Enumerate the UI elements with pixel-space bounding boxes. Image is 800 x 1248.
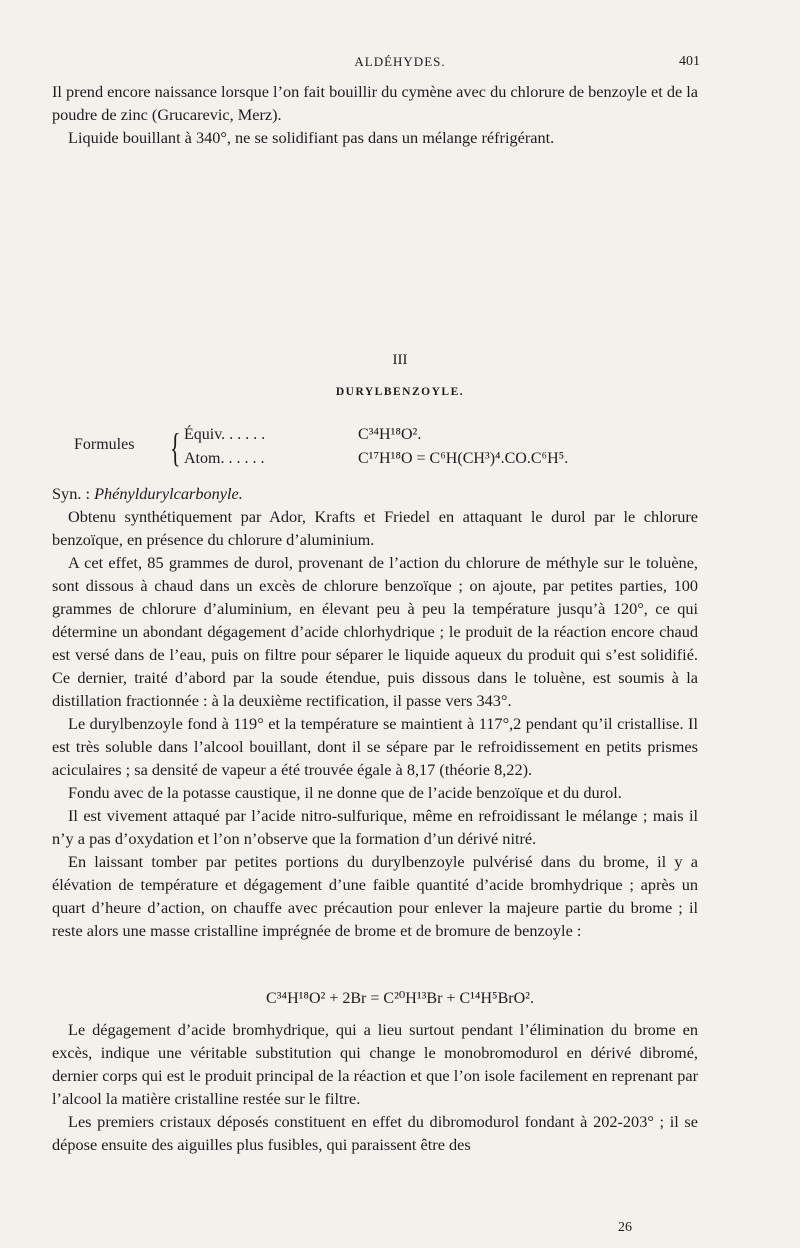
main-text [52,482,698,942]
intro-text [52,80,698,149]
page-number: 401 [679,54,700,69]
formula-value: C³⁴H¹⁸O². [358,426,422,443]
formula-row [184,426,421,444]
formula-block [52,420,732,480]
paragraph: Fondu avec de la potasse caustique, il ne donne que de l’acide benzoïque et du durol. [68,783,622,802]
formula-label: Formules [74,436,135,453]
paragraph: Le durylbenzoyle fond à 119° et la température se maintient à 117°,2 pendant qu’il cristallise. Il est très soluble dans l’alcool bouillant, dont il se sépare par le refroidissement en petits prismes aciculaires ; sa densité de vapeur a été trouvée égale à 8,17 (théorie 8,22). [52,714,698,779]
paragraph: Les premiers cristaux déposés constituent en effet du dibromodurol fondant à 202-203° ; il se dépose ensuite des aiguilles plus fusibles, qui paraissent être des [52,1112,698,1154]
brace-symbol: { [170,425,181,470]
paragraph: Le dégagement d’acide bromhydrique, qui a lieu surtout pendant l’élimination du brome en excès, indique une véritable substitution qui change le monobromodurol en dérivé dibromé, dernier corps qui est le produit principal de la réaction et que l’on isole facilement en reprenant par l’alcool la matière cristalline restée sur le filtre. [52,1020,698,1108]
paragraph: En laissant tomber par petites portions du durylbenzoyle pulvérisé dans du brome, il y a élévation de température et dégagement d’une faible quantité d’acide bromhydrique ; après un quart d’heure d’action, on chauffe avec précaution pour enlever la majeure partie du brome ; il reste alors une masse cristalline imprégnée de brome et de bromure de benzoyle : [52,852,698,940]
section-number: III [392,352,408,368]
paragraph: Il est vivement attaqué par l’acide nitro-sulfurique, même en refroidissant le mélange ; mais il n’y a pas d’oxydation et l’on n’observe que la formation d’un dérivé nitré. [52,806,698,848]
formula-row [184,450,568,468]
paragraph: Il prend encore naissance lorsque l’on fait bouillir du cymène avec du chlorure de benzoyle et de la poudre de zinc (Grucarevic, Merz). [52,82,699,124]
closing-text [52,1018,698,1156]
synonym-label: Syn. : [52,484,95,503]
signature-mark: 26 [618,1220,632,1235]
paragraph: Liquide bouillant à 340°, ne se solidifiant pas dans un mélange réfrigérant. [68,128,555,147]
section-title: DURYLBENZOYLE. [335,386,465,398]
synonym-line [52,482,698,505]
paragraph: Obtenu synthétiquement par Ador, Krafts et Friedel en attaquant le durol par le chlorure benzoïque, en présence du chlorure d’aluminium. [52,507,698,549]
running-title: ALDÉHYDES. [354,54,446,69]
formula-value: C¹⁷H¹⁸O = C⁶H(CH³)⁴.CO.C⁶H⁵. [358,450,569,467]
formula-kind: Équiv. . . . . . [184,426,266,443]
synonym-value: Phényldurylcarbonyle. [94,484,243,503]
formula-kind: Atom. . . . . . [184,450,265,467]
chemical-equation: C³⁴H¹⁸O² + 2Br = C²⁰H¹³Br + C¹⁴H⁵BrO². [266,990,534,1007]
paragraph: A cet effet, 85 grammes de durol, provenant de l’action du chlorure de méthyle sur le toluène, sont dissous à chaud dans un excès de chlorure benzoïque ; on ajoute, par petites parties, 100 grammes de chlorure d’aluminium, en élevant peu à peu la température jusqu’à 120°, ce qui détermine un abondant dégagement d’acide chlorhydrique ; le produit de la réaction encore chaud est versé dans de l’eau, puis on filtre pour séparer le liquide aqueux du produit qui s’est solidifié. Ce dernier, traité d’abord par la soude étendue, puis dissous dans le toluène, est soumis à la distillation fractionnée : à la deuxième rectification, il passe vers 343°. [52,553,698,710]
